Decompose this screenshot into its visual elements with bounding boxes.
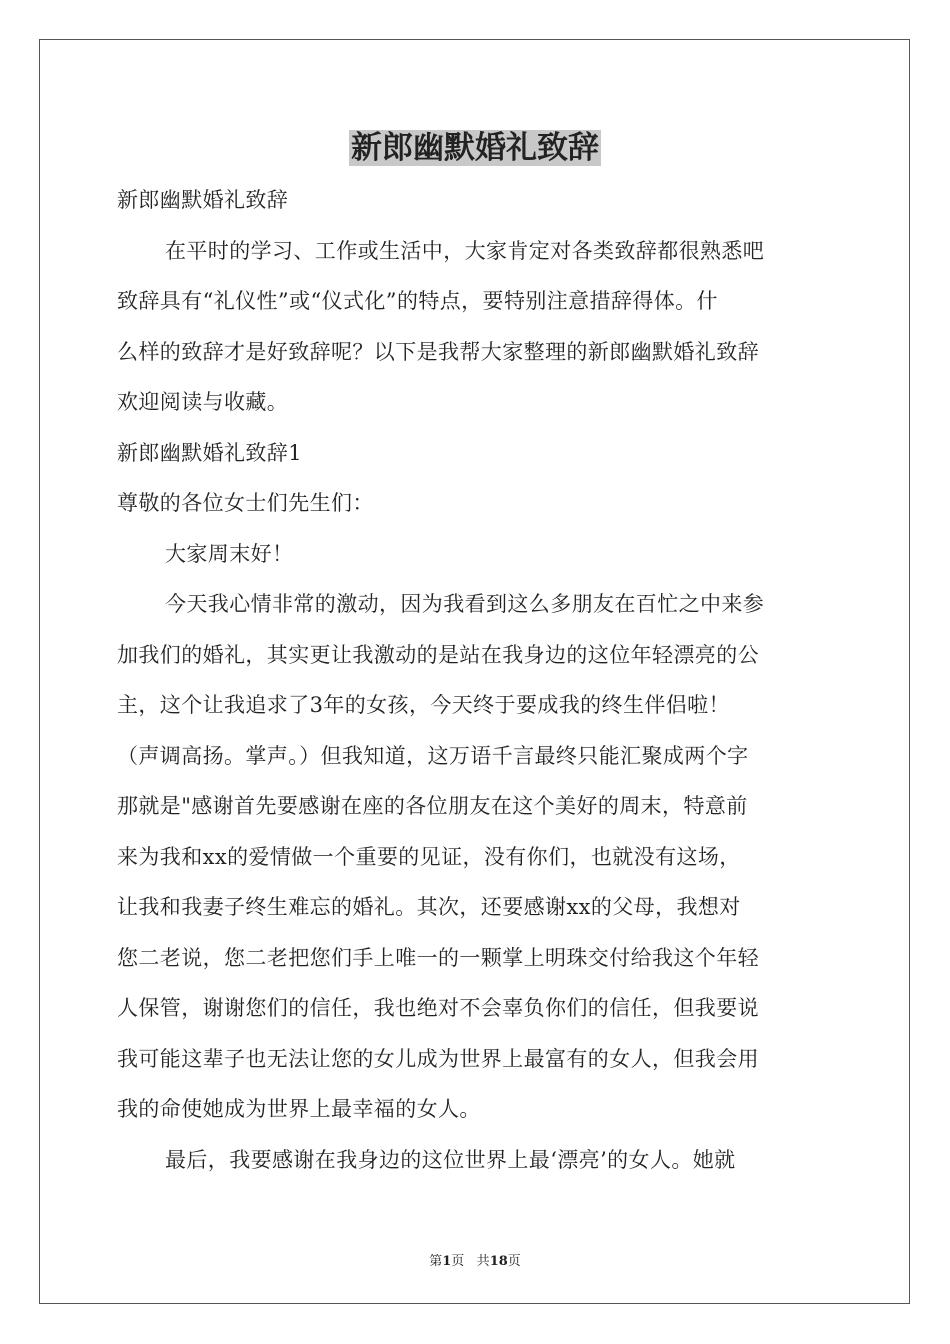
text-line: 新郎幽默婚礼致辞 — [117, 188, 289, 212]
text-line: 主，这个让我追求了3年的女孩，今天终于要成我的终生伴侣啦！ — [117, 693, 730, 717]
text-line: 让我和我妻子终生难忘的婚礼。其次，还要感谢xx的父母，我想对 — [117, 895, 741, 919]
text-line: 我的命使她成为世界上最幸福的女人。 — [117, 1097, 481, 1121]
text-line: 您二老说，您二老把您们手上唯一的一颗掌上明珠交付给我这个年轻 — [117, 945, 759, 970]
text-line: （声调高扬。掌声。）但我知道，这万语千言最终只能汇聚成两个字 — [117, 743, 749, 768]
page-footer — [0, 1252, 950, 1272]
text-line: 今天我心情非常的激动，因为我看到这么多朋友在百忙之中来参 — [165, 592, 765, 616]
text-line: 尊敬的各位女士们先生们： — [117, 491, 374, 515]
document-title-text: 新郎幽默婚礼致辞 — [351, 130, 599, 166]
footer-page-suffix: 页 — [451, 1254, 465, 1269]
text-line: 最后，我要感谢在我身边的这位世界上最‘漂亮’的女人。她就 — [165, 1147, 736, 1172]
text-line: 大家周末好！ — [165, 541, 294, 566]
footer-current-page: 1 — [442, 1254, 452, 1269]
text-line: 新郎幽默婚礼致辞1 — [117, 440, 302, 465]
footer-prefix: 第 — [429, 1254, 443, 1269]
text-line: 来为我和xx的爱情做一个重要的见证，没有你们，也就没有这场， — [117, 844, 741, 869]
text-line: 那就是"感谢首先要感谢在座的各位朋友在这个美好的周末，特意前 — [117, 794, 748, 818]
footer-total-suffix: 页 — [507, 1254, 521, 1269]
document-title — [0, 126, 950, 170]
text-line: 我可能这辈子也无法让您的女儿成为世界上最富有的女人，但我会用 — [117, 1046, 759, 1071]
document-body — [117, 175, 833, 1185]
text-line: 人保管，谢谢您们的信任，我也绝对不会辜负你们的信任，但我要说 — [117, 996, 759, 1020]
text-line: 在平时的学习、工作或生活中，大家肯定对各类致辞都很熟悉吧 — [165, 238, 765, 263]
footer-total-prefix: 共 — [476, 1254, 490, 1269]
text-line: 致辞具有“礼仪性”或“仪式化”的特点，要特别注意措辞得体。什 — [117, 289, 718, 313]
footer-total-pages: 18 — [489, 1254, 508, 1269]
text-line: 欢迎阅读与收藏。 — [117, 390, 289, 414]
text-line: 加我们的婚礼，其实更让我激动的是站在我身边的这位年轻漂亮的公 — [117, 642, 759, 667]
text-line: 么样的致辞才是好致辞呢？以下是我帮大家整理的新郎幽默婚礼致辞 — [117, 339, 759, 364]
